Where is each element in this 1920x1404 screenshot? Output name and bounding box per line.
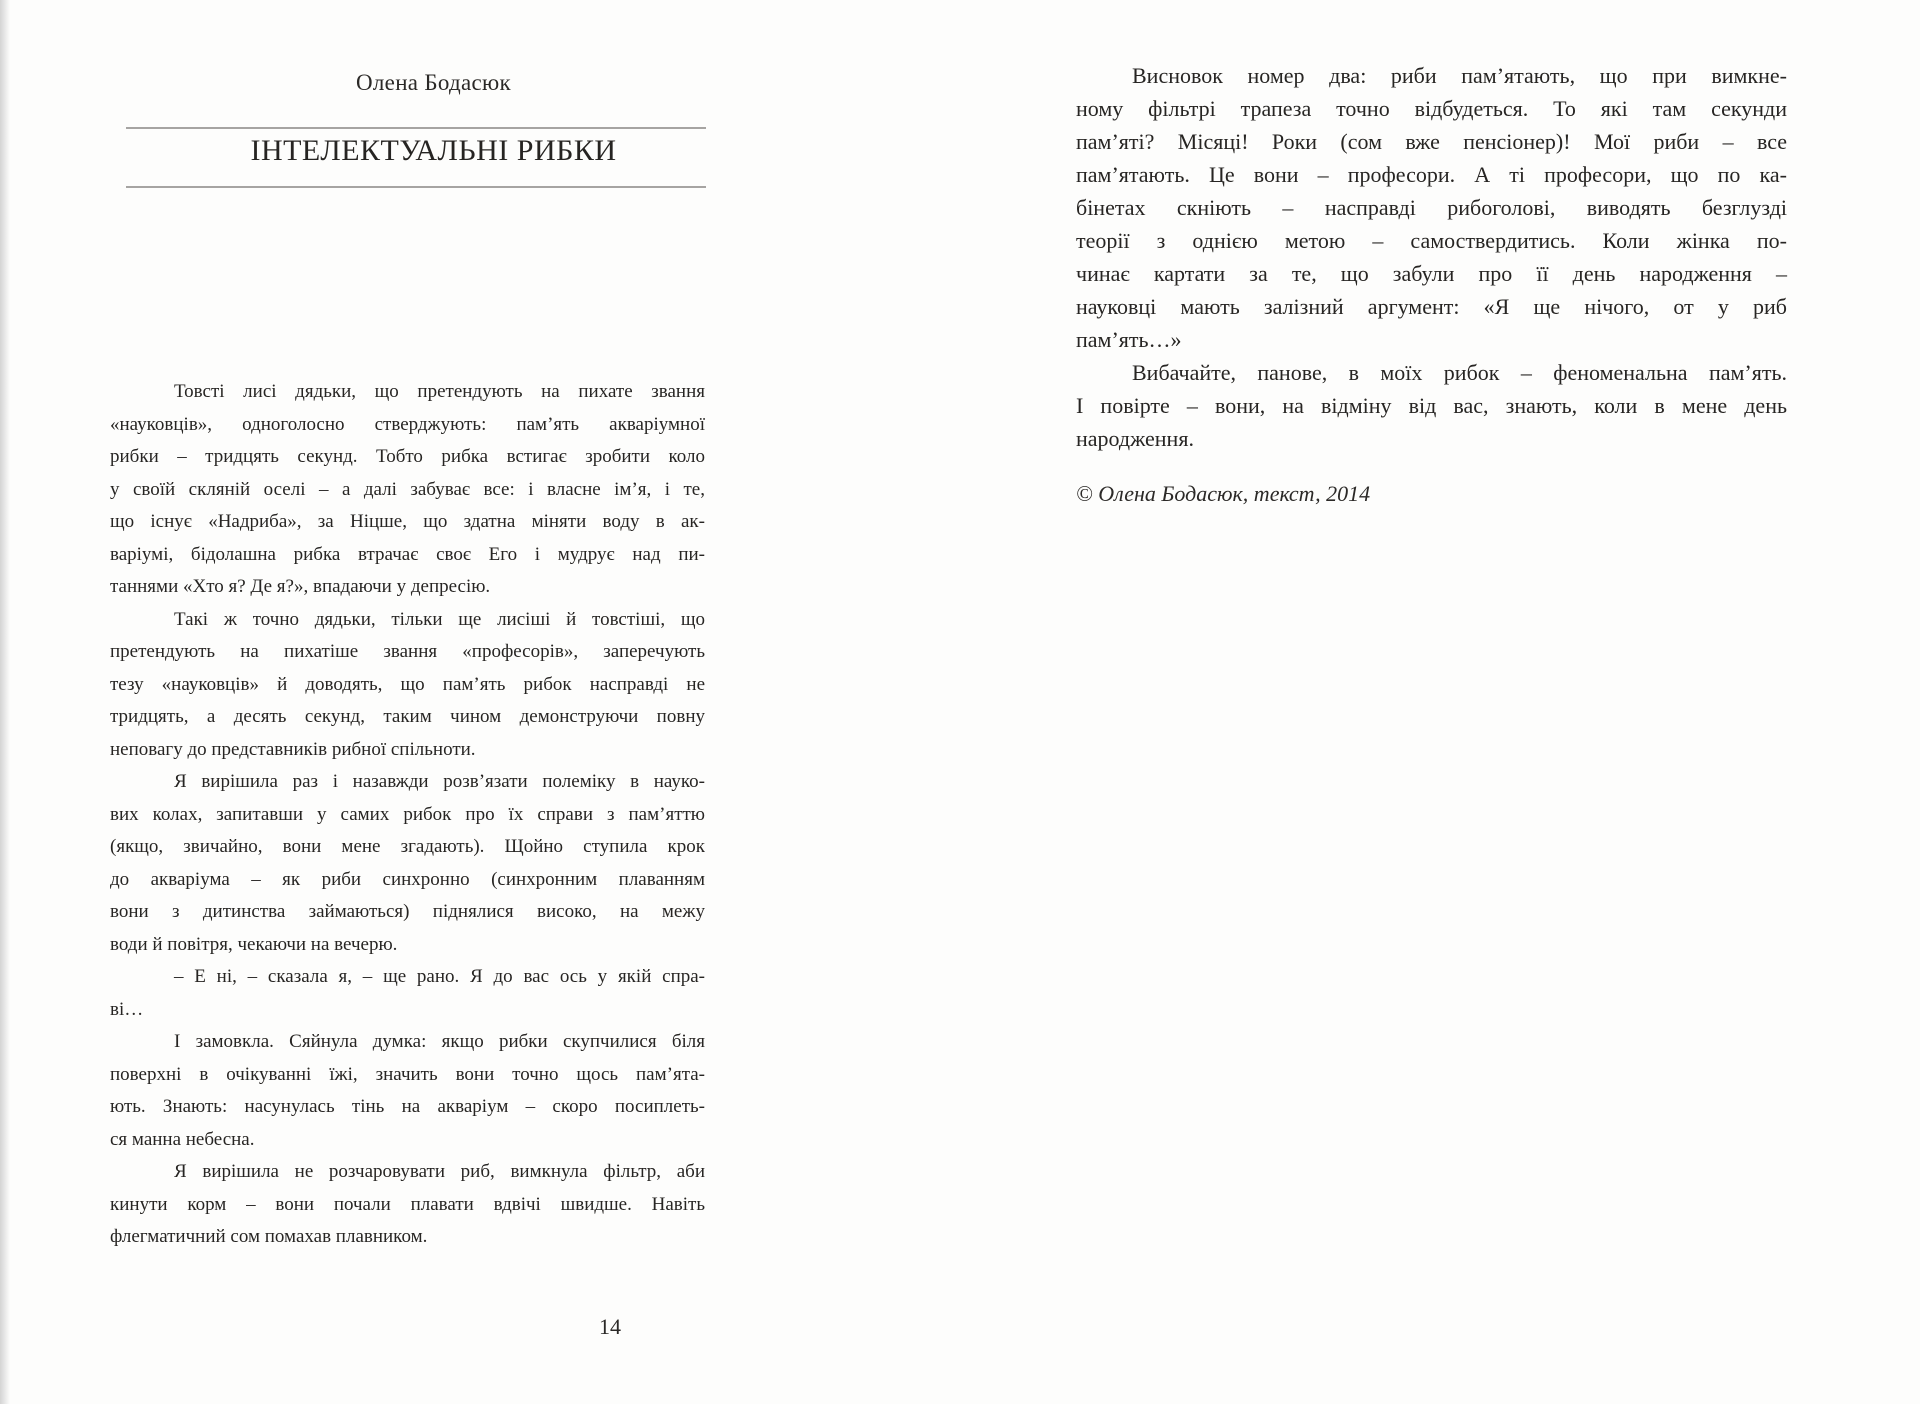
text-line: «науковців», одноголосно стверджують: пам’ять акваріумної xyxy=(110,413,705,435)
right-page xyxy=(1076,59,1787,507)
paragraph xyxy=(110,1156,705,1254)
text-line: Я вирішила раз і назавжди розв’язати полеміку в науко- xyxy=(174,771,705,792)
text-line: теорії з однією метою – самоствердитись. Коли жінка по- xyxy=(1076,228,1787,253)
text-line: Вибачайте, панове, в моїх рибок – феноменальна пам’ять. xyxy=(1132,360,1787,385)
text-line: претендують на пихатіше звання «професорів», заперечують xyxy=(110,641,705,662)
text-line: ють. Знають: насунулась тінь на акваріум – скоро посиплеть- xyxy=(110,1096,705,1117)
text-line: Такі ж точно дядьки, тільки ще лисіші й товстіші, що xyxy=(174,608,705,630)
text-line: народження. xyxy=(1076,426,1194,451)
text-line: ному фільтрі трапеза точно відбудеться. То які там секунди xyxy=(1076,96,1787,121)
text-line: тезу «науковців» й доводять, що пам’ять рибок насправді не xyxy=(110,673,705,695)
paragraph xyxy=(110,1026,705,1156)
text-line: пам’ятають. Це вони – професори. А ті професори, що по ка- xyxy=(1076,162,1787,187)
story-title: ІНТЕЛЕКТУАЛЬНІ РИБКИ xyxy=(250,134,617,167)
text-line: (якщо, звичайно, вони мене згадають). Щойно ступила крок xyxy=(110,836,705,857)
text-line: І замовкла. Сяйнула думка: якщо рибки скупчилися біля xyxy=(174,1031,705,1052)
text-line: тридцять, а десять секунд, таким чином демонструючи повну xyxy=(110,706,705,727)
page-number: 14 xyxy=(599,1314,621,1339)
text-line: що існує «Надриба», за Ніцше, що здатна міняти воду в ак- xyxy=(110,511,705,532)
title-rule-top xyxy=(126,127,706,129)
text-line: вих колах, запитавши у самих рибок про їх справи з пам’яттю xyxy=(110,803,705,825)
paragraph xyxy=(110,766,705,961)
paragraph xyxy=(110,604,705,767)
paragraph xyxy=(110,376,705,604)
text-line: до акваріума – як риби синхронно (синхронним плаванням xyxy=(110,868,705,890)
text-line: рибки – тридцять секунд. Тобто рибка встигає зробити коло xyxy=(110,446,705,467)
text-line: пам’ять…» xyxy=(1076,327,1182,352)
text-line: бінетах скніють – насправді рибоголові, виводять безглузді xyxy=(1076,195,1787,220)
text-line: у своїй скляній оселі – а далі забуває все: і власне ім’я, і те, xyxy=(110,478,705,500)
text-line: таннями «Хто я? Де я?», впадаючи у депресію. xyxy=(110,576,491,597)
text-line: ся манна небесна. xyxy=(110,1128,255,1150)
text-line: науковці мають залізний аргумент: «Я ще нічого, от у риб xyxy=(1076,294,1787,319)
title-rule-bottom xyxy=(126,186,706,188)
text-line: кинути корм – вони почали плавати вдвічі швидше. Навіть xyxy=(110,1193,705,1215)
text-line: пам’яті? Місяці! Роки (сом вже пенсіонер)! Мої риби – все xyxy=(1076,129,1787,154)
paragraph xyxy=(1076,59,1787,356)
text-line: І повірте – вони, на відміну від вас, знають, коли в мене день xyxy=(1076,393,1787,418)
right-page-body-text xyxy=(1076,59,1787,455)
text-line: чинає картати за те, що забули про її день народження – xyxy=(1076,261,1787,286)
text-line: ві… xyxy=(110,998,144,1020)
text-line: варіумі, бідолашна рибка втрачає своє Его і мудрує над пи- xyxy=(110,543,705,565)
author-name: Олена Бодасюк xyxy=(356,70,511,95)
paragraph xyxy=(1076,356,1787,455)
text-line: поверхні в очікуванні їжі, значить вони точно щось пам’ята- xyxy=(110,1063,705,1085)
text-line: Товсті лисі дядьки, що претендують на пихате звання xyxy=(174,381,705,402)
text-line: – Е ні, – сказала я, – ще рано. Я до вас ось у якій спра- xyxy=(174,966,705,987)
text-line: Висновок номер два: риби пам’ятають, що при вимкне- xyxy=(1132,63,1787,88)
text-line: неповагу до представників рибної спільноти. xyxy=(110,738,476,760)
paragraph xyxy=(110,961,705,1026)
text-line: вони з дитинства займаються) піднялися високо, на межу xyxy=(110,901,705,922)
text-line: Я вирішила не розчаровувати риб, вимкнула фільтр, аби xyxy=(174,1161,705,1182)
copyright-credit: © Олена Бодасюк, текст, 2014 xyxy=(1076,481,1371,506)
left-page-body-text xyxy=(110,376,705,1254)
scan-edge-shadow xyxy=(0,0,10,1404)
text-line: води й повітря, чекаючи на вечерю. xyxy=(110,933,398,955)
text-line: флегматичний сом помахав плавником. xyxy=(110,1226,428,1247)
